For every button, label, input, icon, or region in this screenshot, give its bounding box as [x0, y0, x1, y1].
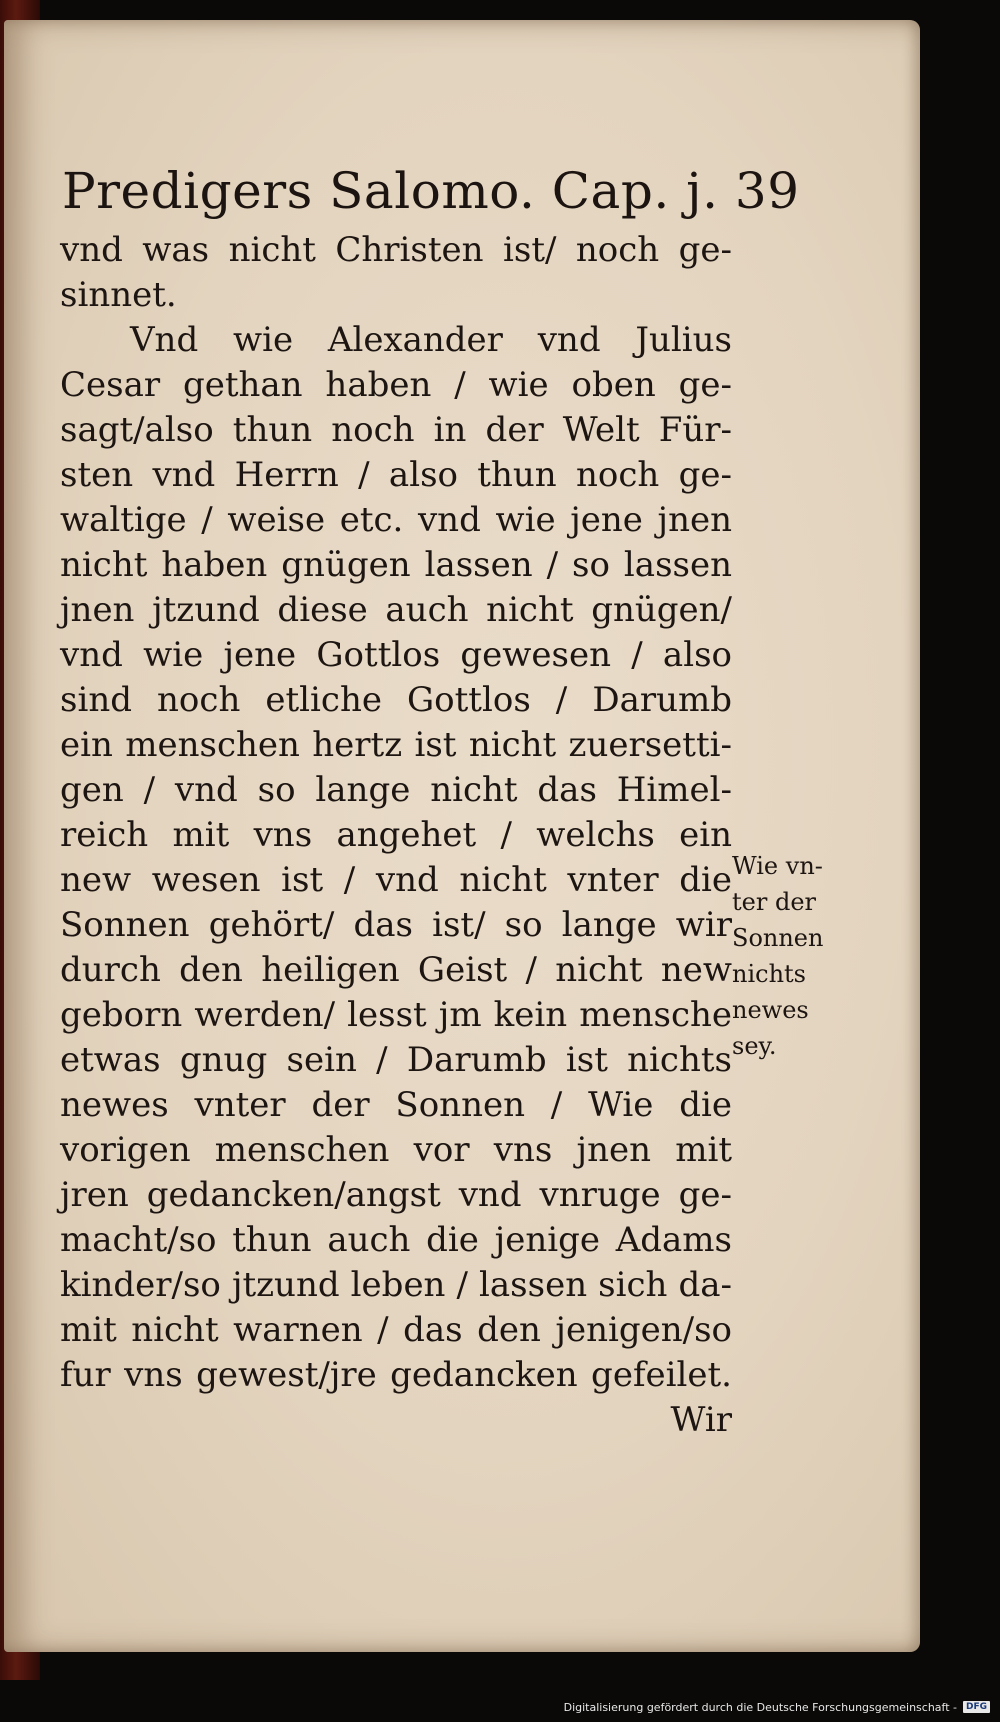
- margin-note-line: nichts: [732, 960, 806, 988]
- margin-note-line: Wie vn-: [732, 852, 823, 880]
- text-line: etwas gnug sein / Darumb ist nichts: [60, 1040, 732, 1080]
- text-line: sind noch etliche Gottlos / Darumb: [60, 680, 732, 720]
- text-line: vnd wie jene Gottlos gewesen / also: [60, 635, 732, 675]
- margin-note: [732, 848, 852, 1064]
- text-line: waltige / weise etc. vnd wie jene jnen: [60, 500, 732, 540]
- text-line: jnen jtzund diese auch nicht gnügen/: [60, 590, 732, 630]
- margin-note-line: newes: [732, 996, 809, 1024]
- margin-note-line: Sonnen: [732, 924, 824, 952]
- text-line: macht/so thun auch die jenige Adams: [60, 1220, 732, 1260]
- text-line: durch den heiligen Geist / nicht new: [60, 950, 732, 990]
- text-line: vnd was nicht Christen ist/ noch ge-: [60, 230, 732, 270]
- body-text: [60, 228, 732, 1443]
- text-line: geborn werden/ lesst jm kein mensche: [60, 995, 732, 1035]
- text-line: nicht haben gnügen lassen / so lassen: [60, 545, 732, 585]
- text-line: vorigen menschen vor vns jnen mit: [60, 1130, 732, 1170]
- text-line: Vnd wie Alexander vnd Julius: [130, 320, 732, 360]
- dfg-logo: DFG: [963, 1701, 990, 1713]
- text-line: newes vnter der Sonnen / Wie die: [60, 1085, 732, 1125]
- text-line: Sonnen gehört/ das ist/ so lange wir: [60, 905, 732, 945]
- credit-text: Digitalisierung gefördert durch die Deutsche Forschungsgemeinschaft -: [563, 1700, 957, 1714]
- text-line: gen / vnd so lange nicht das Himel-: [60, 770, 732, 810]
- margin-note-line: ter der: [732, 888, 816, 916]
- text-line: mit nicht warnen / das den jenigen/so: [60, 1310, 732, 1350]
- text-line: Cesar gethan haben / wie oben ge-: [60, 365, 732, 405]
- text-line: sinnet.: [60, 275, 177, 315]
- text-line: sten vnd Herrn / also thun noch ge-: [60, 455, 732, 495]
- text-line: new wesen ist / vnd nicht vnter die: [60, 860, 732, 900]
- text-line: ein menschen hertz ist nicht zuersetti-: [60, 725, 732, 765]
- text-line: sagt/also thun noch in der Welt Für-: [60, 410, 732, 450]
- digitization-credit: [564, 1698, 990, 1716]
- catchword: Wir: [670, 1400, 732, 1440]
- text-line: kinder/so jtzund leben / lassen sich da-: [60, 1265, 732, 1305]
- margin-note-line: sey.: [732, 1032, 777, 1060]
- text-line: fur vns gewest/jre gedancken gefeilet.: [60, 1355, 732, 1395]
- book-page: [4, 20, 920, 1652]
- running-header: Predigers Salomo. Cap. j. 39: [62, 162, 800, 220]
- text-line: reich mit vns angehet / welchs ein: [60, 815, 732, 855]
- text-line: jren gedancken/angst vnd vnruge ge-: [60, 1175, 732, 1215]
